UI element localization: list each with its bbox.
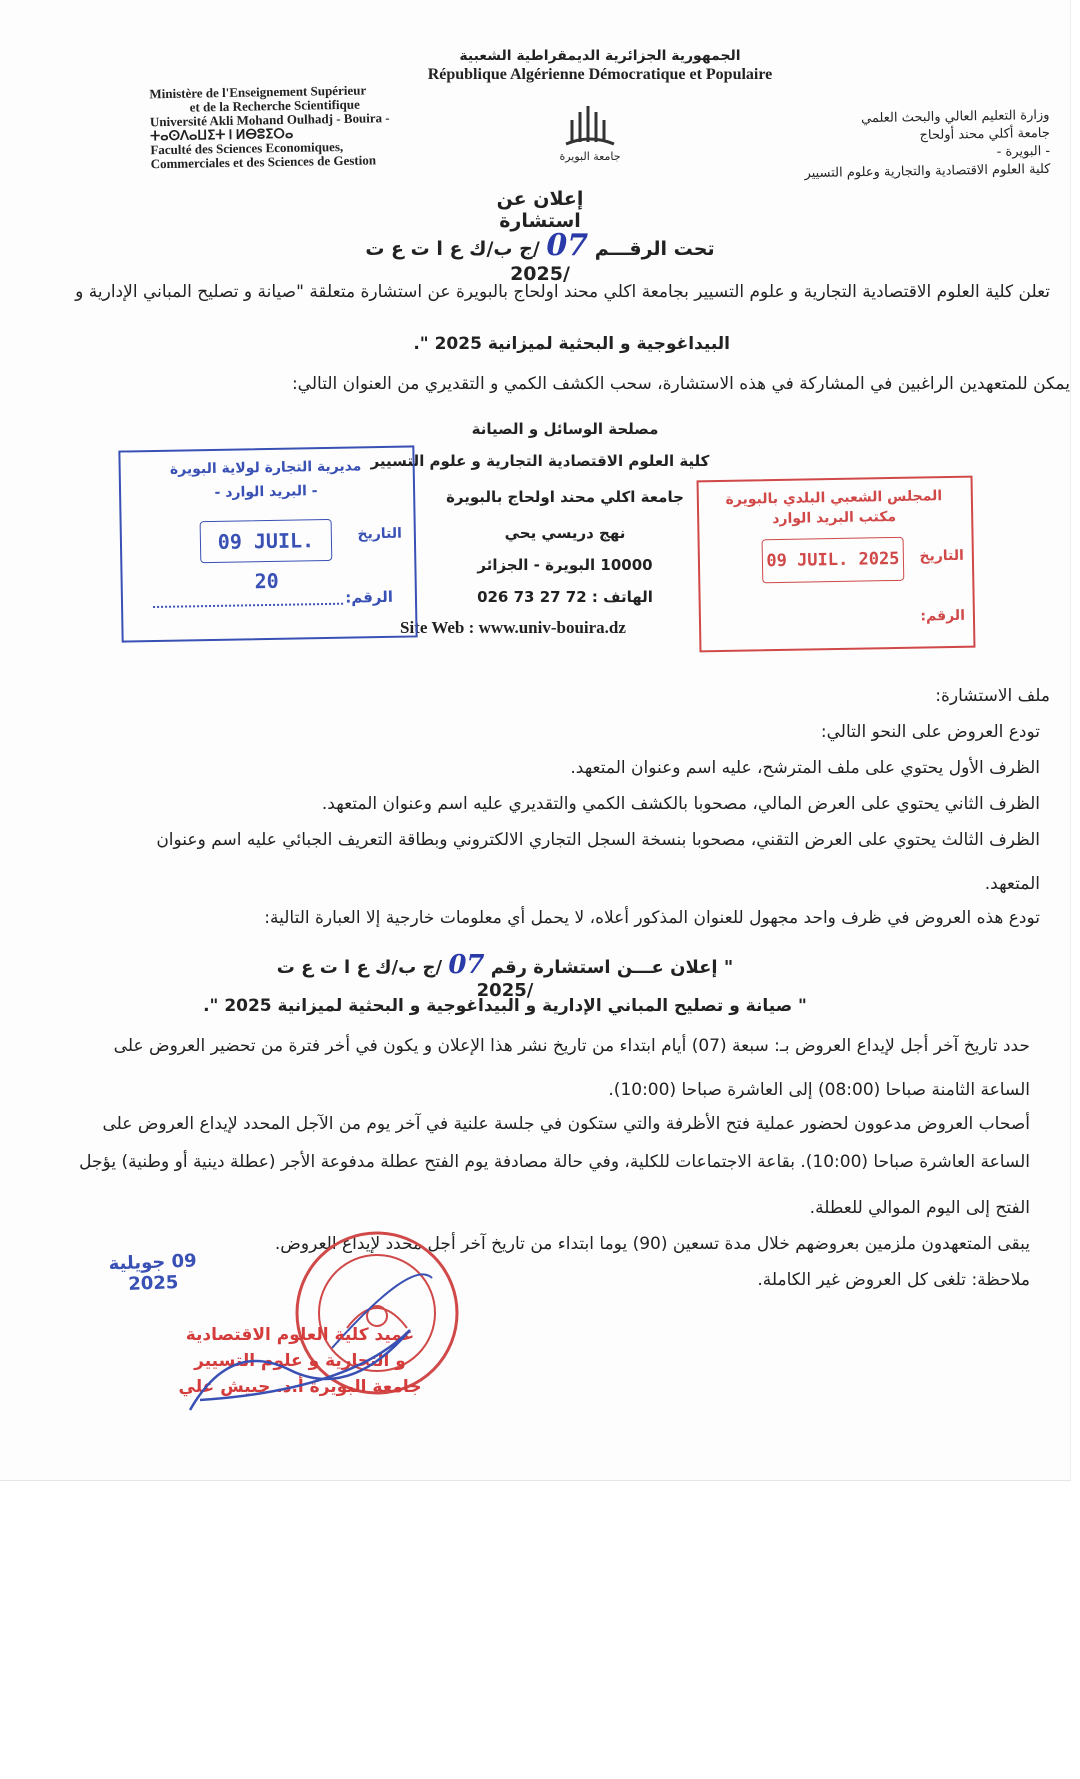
envelope-line-2: " صيانة و تصليح المباني الإدارية و البيداغوجية و البحثية لميزانية 2025 ".	[203, 996, 807, 1016]
university-logo-icon	[560, 98, 620, 158]
stamp-blue-line2: - البريد الوارد -	[214, 483, 318, 501]
file-line-6: تودع هذه العروض في ظرف واحد مجهول للعنوان المذكور أعلاه، لا يحمل أي معلومات خارجية إلا العبارة التالية:	[264, 908, 1040, 928]
stamp-blue-line1: مديرية التجارة لولاية البويرة	[169, 458, 362, 478]
website-link[interactable]: www.univ-bouira.dz	[478, 618, 626, 637]
handwritten-signature-icon	[170, 1300, 470, 1420]
signatory-title-1: عميد كلية العلوم الاقتصادية	[185, 1325, 415, 1345]
address-website	[400, 618, 660, 638]
stamp-blue-number-label: الرقم:	[345, 587, 394, 607]
phone-label: الهاتف :	[591, 588, 653, 606]
address-university: جامعة اكلي محند اولحاج بالبويرة	[446, 488, 684, 506]
terms-line-1: حدد تاريخ آخر أجل لإيداع العروض بـ: سبعة (07) أيام ابتداء من تاريخ نشر هذا الإعلان و يكون في أخر فترة من تحضير العروض على	[113, 1036, 1030, 1056]
header-ar-block	[689, 107, 1050, 185]
terms-line-7: ملاحظة: تلغى كل العروض غير الكاملة.	[757, 1270, 1030, 1290]
intro-line-1: تعلن كلية العلوم الاقتصادية التجارية و علوم التسيير بجامعة اكلي محند اولحاج بالبويرة عن استشارة متعلقة "صيانة و تصليح المباني الإدارية و	[75, 282, 1050, 302]
stamp-red-line2: مكتب البريد الوارد	[772, 508, 897, 528]
republic-fr: République Algérienne Démocratique et Populaire	[427, 66, 773, 83]
ministry-ar: وزارة التعليم العالي والبحث العلمي	[860, 107, 1050, 127]
university-tifinagh: ⵜⴰⵙⴷⴰⵡⵉⵜ ⵏ ⵍⴱⵓⵉⵔⴰ	[150, 125, 294, 144]
file-line-5: المتعهد.	[984, 874, 1040, 894]
stamp-blue-date-label: التاريخ	[357, 525, 402, 543]
stamp-red-date-label: التاريخ	[919, 547, 965, 565]
file-line-1: تودع العروض على النحو التالي:	[820, 722, 1040, 742]
address-street: نهج دريسي يحي	[504, 524, 626, 542]
website-label: Site Web :	[400, 618, 475, 637]
stamp-red-line1: المجلس الشعبي البلدي بالبويرة	[725, 488, 943, 508]
envelope-suffix: /ج ب/ك ع ا ت ع ت /2025	[276, 957, 534, 1001]
faculty-ar: كلية العلوم الاقتصادية والتجارية وعلوم التسيير	[804, 161, 1051, 182]
stamp-red-date: 09 JUIL. 2025	[762, 537, 905, 583]
logo-caption: جامعة البويرة	[559, 150, 621, 163]
terms-line-4: الساعة العاشرة صباحا (10:00). بقاعة الاجتماعات للكلية، وفي حالة مصادفة يوم الفتح عطلة مدفوعة الأجر (عطلة دينية أو وطنية) يؤجل	[79, 1152, 1030, 1172]
university-fr: Université Akli Mohand Oulhadj - Bouira -	[149, 110, 390, 130]
file-line-2: الظرف الأول يحتوي على ملف المترشح، عليه اسم وعنوان المتعهد.	[570, 758, 1040, 778]
signatory-title-2: و التجارية و علوم التسيير	[194, 1351, 406, 1371]
file-line-3: الظرف الثاني يحتوي على العرض المالي، مصحوبا بالكشف الكمي والتقديري عليه اسم وعنوان المتعهد.	[321, 794, 1040, 814]
reference-line	[340, 228, 740, 285]
university-ar: جامعة أكلي محند أولحاج	[919, 125, 1050, 144]
address-service: مصلحة الوسائل و الصيانة	[471, 420, 659, 438]
reference-prefix: تحت الرقـــم	[594, 238, 715, 260]
faculty-fr: Faculté des Sciences Economiques,	[150, 138, 344, 158]
terms-line-6: يبقى المتعهدون ملزمين بعروضهم خلال مدة تسعين (90) يوما ابتداء من تاريخ آخر أجل محدد لإيداع العروض.	[274, 1234, 1030, 1254]
faculty-fr-2: Commerciales et des Sciences de Gestion	[150, 152, 377, 172]
reference-suffix: /ج ب/ك ع ا ت ع ت /2025	[365, 238, 570, 285]
stamp-blue	[118, 445, 417, 642]
address-faculty: كلية العلوم الاقتصادية التجارية و علوم التسيير	[370, 452, 710, 470]
republic-ar: الجمهورية الجزائرية الديمقراطية الشعبية	[459, 48, 741, 64]
ministry-fr-2: et de la Recherche Scientifique	[189, 96, 360, 115]
envelope-number: 07	[448, 950, 485, 980]
signatory-name: جامعة البويرة أ.د. حبيش علي	[178, 1377, 422, 1397]
terms-line-2: الساعة الثامنة صباحا (08:00) إلى العاشرة صباحا (10:00).	[608, 1080, 1030, 1100]
header-fr-block	[149, 81, 530, 172]
envelope-prefix: " إعلان عـــن استشارة رقم	[490, 957, 734, 978]
stamp-red	[697, 476, 976, 653]
terms-line-3: أصحاب العروض مدعوون لحضور عملية فتح الأظرفة والتي ستكون في جلسة علنية في آخر يوم من الآجل المحدد لإيداع العروض على	[102, 1114, 1030, 1134]
terms-line-5: الفتح إلى اليوم الموالي للعطلة.	[809, 1198, 1030, 1218]
envelope-line-1	[260, 950, 750, 1001]
address-city: 10000 البويرة - الجزائر	[477, 556, 653, 574]
stamp-blue-number-line	[153, 603, 343, 608]
intro-line-3: يمكن للمتعهدين الراغبين في المشاركة في هذه الاستشارة، سحب الكشف الكمي و التقديري من العنوان التالي:	[291, 374, 1070, 394]
stamp-red-number-label: الرقم:	[920, 607, 966, 625]
file-line-4: الظرف الثالث يحتوي على العرض التقني، مصحوبا بنسخة السجل التجاري الالكتروني وبطاقة التعريف الجبائي عليه اسم وعنوان	[156, 830, 1040, 850]
intro-line-2: البيداغوجية و البحثية لميزانية 2025 ".	[413, 334, 730, 354]
file-heading: ملف الاستشارة:	[935, 686, 1050, 706]
document-title: إعلان عن استشارة	[496, 188, 584, 232]
ministry-fr: Ministère de l'Enseignement Supérieur	[149, 82, 367, 102]
reference-number: 07	[546, 228, 589, 263]
stamp-blue-date: 09 JUIL. 20	[200, 519, 333, 563]
phone-number: 026 73 27 72	[477, 588, 587, 606]
address-phone	[400, 588, 730, 606]
city-ar: - البويرة -	[996, 143, 1051, 160]
handwritten-date: 09 جويلية 2025	[108, 1250, 197, 1295]
